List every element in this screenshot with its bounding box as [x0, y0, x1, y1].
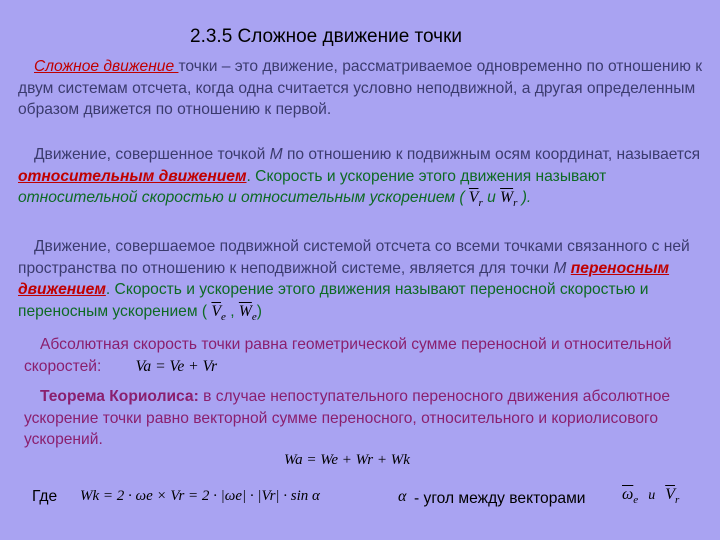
- paragraph-relative: Движение, совершенное точкой М по отношению к подвижным осям координат, называется относительным движением. Скорость и ускорение этого движения называют относительной скоростью и относительным ускорением ( $\overline{V}_r$ и $\overline{W}_r$ ).: [18, 146, 701, 210]
- paragraph-absolute-velocity: Абсолютная скорость точки равна геометрической сумме переносной и относительной скоростей: Va = Ve + Vr: [24, 336, 672, 375]
- formula-coriolis: Wk = 2 · ωe × Vr = 2 · |ωe| · |Vr| · sin α: [80, 488, 320, 504]
- paragraph-definition: [18, 56, 713, 121]
- formula-velocity-sum: Va = Ve + Vr: [135, 357, 218, 375]
- alpha-description: - угол между векторами: [414, 490, 586, 507]
- alpha-symbol: α: [398, 488, 407, 505]
- where-label: Где: [32, 488, 58, 505]
- paragraph-coriolis: Теорема Кориолиса: в случае непоступательного переносного движения абсолютное ускорение точки равно векторной сумме переносного, относительного и кориолисового ускорений.: [24, 388, 671, 448]
- coriolis-label: Теорема Кориолиса:: [40, 388, 199, 405]
- formula-acceleration-sum: Wa = We + Wr + Wk: [284, 452, 410, 468]
- page-title: 2.3.5 Сложное движение точки: [190, 26, 463, 47]
- term-relative-motion: относительным движением: [18, 167, 247, 185]
- term-complex-motion: Сложное движение: [34, 58, 179, 75]
- term-transport-motion: переносным движением: [18, 259, 670, 298]
- definition-text: точки – это движение, рассматриваемое одновременно по отношению к двум системам отсчета, когда одна считается условно неподвижной, а другая определенным образом движется по отношению к первой.: [18, 58, 703, 118]
- paragraph-transport: Движение, совершаемое подвижной системой отсчета со всеми точками связанного с ней пространства по отношению к неподвижной системе, является для точки М переносным движением. Скорость и ускорение этого движения называют переносной скоростью и переносным ускорением ( $\overline{V}_e$ , $\overline{W}_e$): [18, 238, 690, 323]
- vectors-omega-v: $\overline{\omega}_e$ u $\overline{V}_r$: [622, 486, 680, 507]
